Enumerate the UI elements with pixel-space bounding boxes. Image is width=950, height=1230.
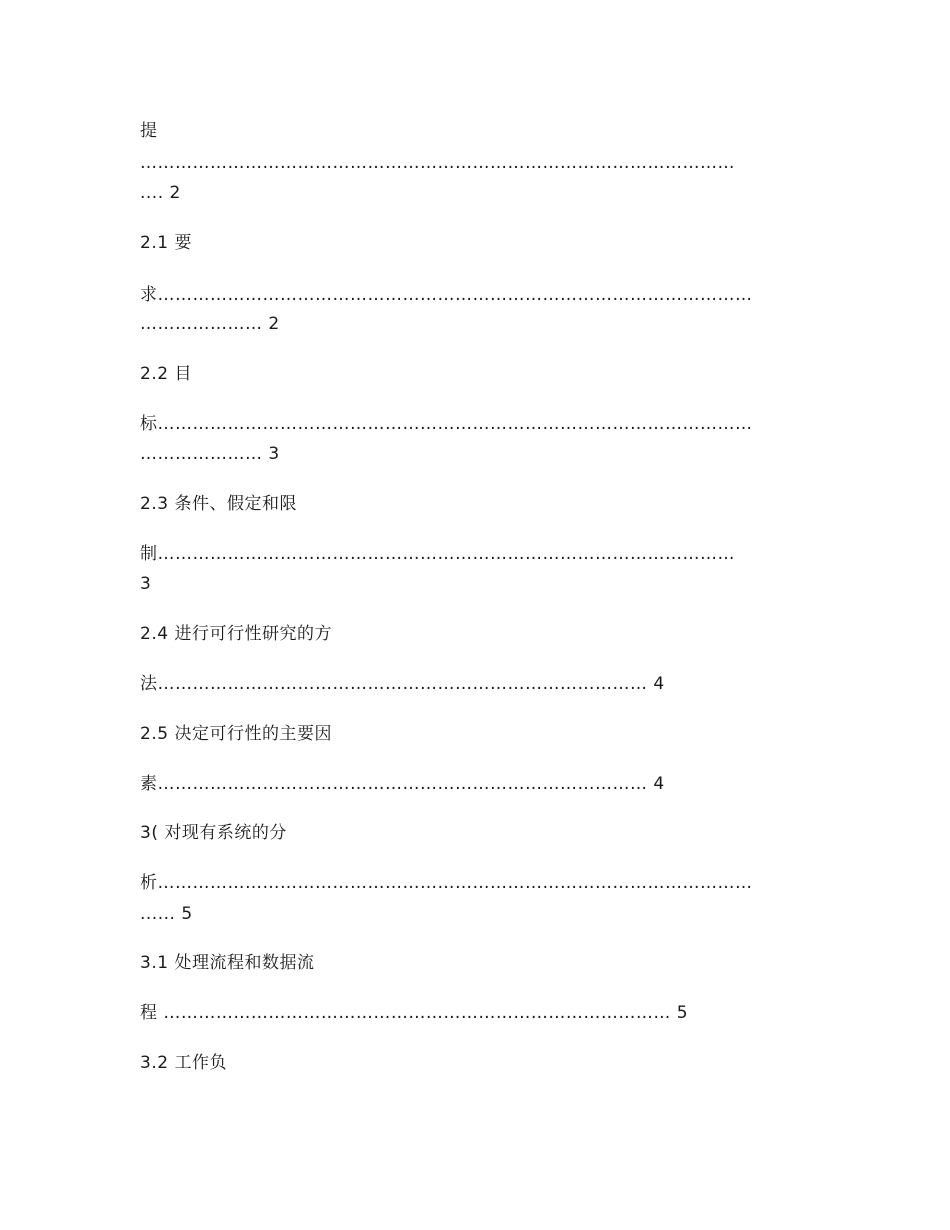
toc-page-number-line: .... 2 [140,183,181,203]
toc-entry-2-3-leader: 制……………………………………………………………………………………… [140,544,735,564]
toc-entry-2-2-page: ………………… 3 [140,444,280,464]
toc-entry-2-4-title: 2.4 进行可行性研究的方 [140,624,332,644]
toc-line-heading-fragment: 提 [140,121,158,141]
toc-entry-3-2-title: 3.2 工作负 [140,1053,227,1073]
toc-entry-2-3-page: 3 [140,574,152,594]
toc-entry-2-3-title: 2.3 条件、假定和限 [140,494,297,514]
toc-leader-line: ………………………………………………………………………………………… [140,153,735,173]
toc-entry-2-4-leader: 法………………………………………………………………………… 4 [140,674,665,694]
toc-entry-3-title: 3( 对现有系统的分 [140,823,287,843]
toc-entry-2-2-title: 2.2 目 [140,364,192,384]
toc-entry-2-1-title: 2.1 要 [140,233,192,253]
toc-entry-2-5-leader: 素………………………………………………………………………… 4 [140,774,665,794]
toc-entry-3-1-title: 3.1 处理流程和数据流 [140,953,315,973]
toc-entry-3-1-leader: 程 …………………………………………………………………………… 5 [140,1003,689,1023]
toc-entry-2-1-leader: 求………………………………………………………………………………………… [140,285,753,305]
toc-entry-2-2-leader: 标………………………………………………………………………………………… [140,414,753,434]
toc-entry-2-5-title: 2.5 决定可行性的主要因 [140,724,332,744]
toc-entry-3-page: ...... 5 [140,904,193,924]
toc-entry-2-1-page: ………………… 2 [140,314,280,334]
toc-entry-3-leader: 析………………………………………………………………………………………… [140,873,753,893]
